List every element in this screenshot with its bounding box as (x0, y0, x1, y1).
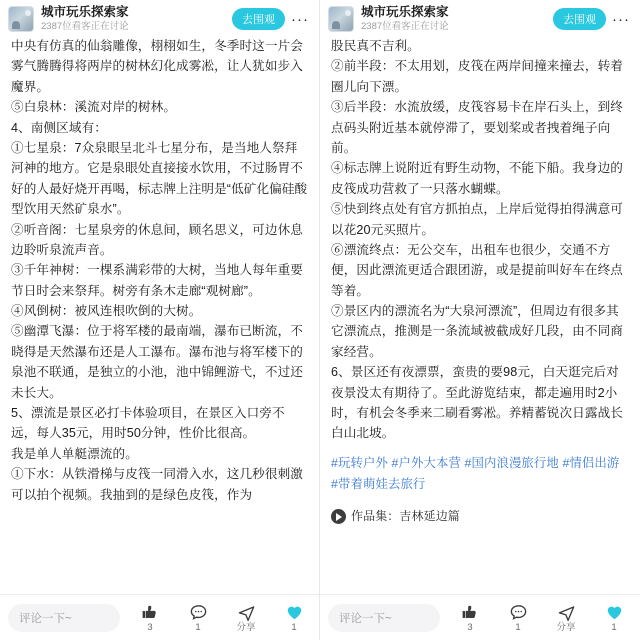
comment-count: 1 (515, 622, 521, 634)
thumbs-up-icon (141, 602, 160, 622)
heart-icon (605, 602, 624, 622)
action-buttons (440, 602, 638, 633)
favorite-button[interactable] (590, 602, 638, 633)
comment-icon (509, 602, 528, 622)
paragraph: ④标志牌上说附近有野生动物，不能下船。我身边的皮筏成功营救了一只落水蝴蝶。 (331, 161, 623, 196)
like-button[interactable] (126, 602, 174, 633)
author-nickname[interactable]: 城市玩乐探索家 (361, 5, 449, 20)
like-count: 3 (147, 622, 153, 634)
paragraph: ⑤白泉林：溪流对岸的树林。 (11, 100, 177, 115)
comment-button[interactable] (174, 602, 222, 633)
comment-button[interactable] (494, 602, 542, 633)
paragraph: ⑥漂流终点：无公交车，出租车也很少，交通不方便，因此漂流更适合跟团游，或是提前叫好车在终点等着。 (331, 242, 623, 298)
share-icon (237, 602, 256, 622)
favorite-count: 1 (291, 622, 297, 634)
collection-entry[interactable] (331, 507, 629, 526)
paragraph: 股民真不吉利。 (331, 39, 420, 53)
paragraph: 5、漂流是景区必打卡体验项目，在景区入口旁不远，每人35元，用时50分钟，性价比很高。 (11, 406, 285, 441)
post-body-right (320, 34, 640, 579)
paragraph: 6、景区还有夜漂票，蛮贵的要98元，白天逛完后对夜景没太有期待了。至此游览结束，都走遍用时2小时，有机会冬季来二刷看雾凇。养精蓄锐次日露战长白山北坡。 (331, 365, 623, 441)
comment-icon (189, 602, 208, 622)
share-icon (557, 602, 576, 622)
viewer-count-label: 2387位看客正在讨论 (41, 20, 129, 32)
action-buttons (120, 602, 318, 633)
avatar[interactable] (328, 6, 354, 32)
paragraph: ④风倒树：被风连根吹倒的大树。 (11, 304, 202, 319)
post-header-right (320, 0, 640, 34)
paragraph: 我是单人单艇漂流的。 (11, 446, 138, 461)
paragraph: ③后半段：水流放缓，皮筏容易卡在岸石头上，到终点码头附近基本就停滞了，要划桨或者拽着绳子向前。 (331, 100, 623, 155)
author-info (41, 5, 232, 32)
paragraph: ②听音阁：七星泉旁的休息间，顾名思义，可边休息边聆听泉流声音。 (11, 222, 303, 257)
paragraph: 4、南侧区域有： (11, 120, 107, 135)
like-count: 3 (467, 622, 473, 634)
paragraph: ⑤快到终点处有官方抓拍点，上岸后觉得拍得满意可以花20元买照片。 (331, 202, 623, 237)
author-info (361, 5, 553, 32)
hashtag-list[interactable]: #玩转户外 #户外大本营 #国内浪漫旅行地 #情侣出游 #带着萌娃去旅行 (331, 455, 620, 491)
more-options-icon[interactable]: ··· (291, 10, 309, 28)
author-nickname[interactable]: 城市玩乐探索家 (41, 5, 129, 20)
join-watch-button[interactable]: 去围观 (553, 8, 606, 30)
thumbs-up-icon (461, 602, 480, 622)
paragraph: ③千年神树：一棵系满彩带的大树，当地人每年重要节日时会来祭拜。树旁有条木走廊“观树廊”。 (11, 263, 303, 298)
more-options-icon[interactable]: ··· (612, 10, 630, 28)
heart-icon (285, 602, 304, 622)
share-button[interactable] (222, 602, 270, 633)
avatar[interactable] (8, 6, 34, 32)
share-label: 分享 (236, 622, 256, 634)
post-header-left (0, 0, 319, 34)
post-body-left (0, 34, 319, 579)
right-post-pane (320, 0, 640, 640)
paragraph: ①下水：从铁滑梯与皮筏一同滑入水，这几秒很刺激可以拍个视频。我抽到的是绿色皮筏，作为 (11, 467, 303, 502)
share-label: 分享 (556, 622, 576, 634)
paragraph: ②前半段：不太用划，皮筏在两岸间撞来撞去，转着圈儿向下漂。 (331, 59, 623, 94)
collection-label: 作品集：吉林延边篇 (351, 508, 460, 523)
bottom-action-bar-right (320, 594, 640, 640)
viewer-count-label: 2387位看客正在讨论 (361, 20, 449, 32)
paragraph: 中央有仿真的仙翁雕像，栩栩如生，冬季时这一片会雾气腾腾得将两岸的树林幻化成雾凇，让人犹如步入魔界。 (11, 39, 303, 94)
comment-input[interactable]: 评论一下~ (8, 604, 120, 632)
favorite-button[interactable] (270, 602, 318, 633)
paragraph: ⑤幽潭飞瀑：位于将军楼的最南端，瀑布已断流，不晓得是天然瀑布还是人工瀑布。瀑布池与将军楼下的泉池不联通，是独立的小池，池中锦鲤游弋，不过还未长大。 (11, 324, 303, 400)
paragraph: ⑦景区内的漂流名为“大泉河漂流”，但周边有很多其它漂流点，推测是一条流域被截成好几段，由不同商家经营。 (331, 304, 623, 359)
bottom-action-bar-left (0, 594, 319, 640)
play-circle-icon (331, 509, 346, 524)
share-button[interactable] (542, 602, 590, 633)
paragraph: ①七星泉：7众泉眼呈北斗七星分布，是当地人祭拜河神的地方。它是泉眼处直接接水饮用，不过肠胃不好的人最好烧开再喝，标志牌上注明是“低矿化偏硅酸型饮用天然矿泉水”。 (11, 140, 308, 217)
join-watch-button[interactable]: 去围观 (232, 8, 285, 30)
like-button[interactable] (446, 602, 494, 633)
comment-count: 1 (195, 622, 201, 634)
comment-input[interactable]: 评论一下~ (328, 604, 440, 632)
favorite-count: 1 (611, 622, 617, 634)
